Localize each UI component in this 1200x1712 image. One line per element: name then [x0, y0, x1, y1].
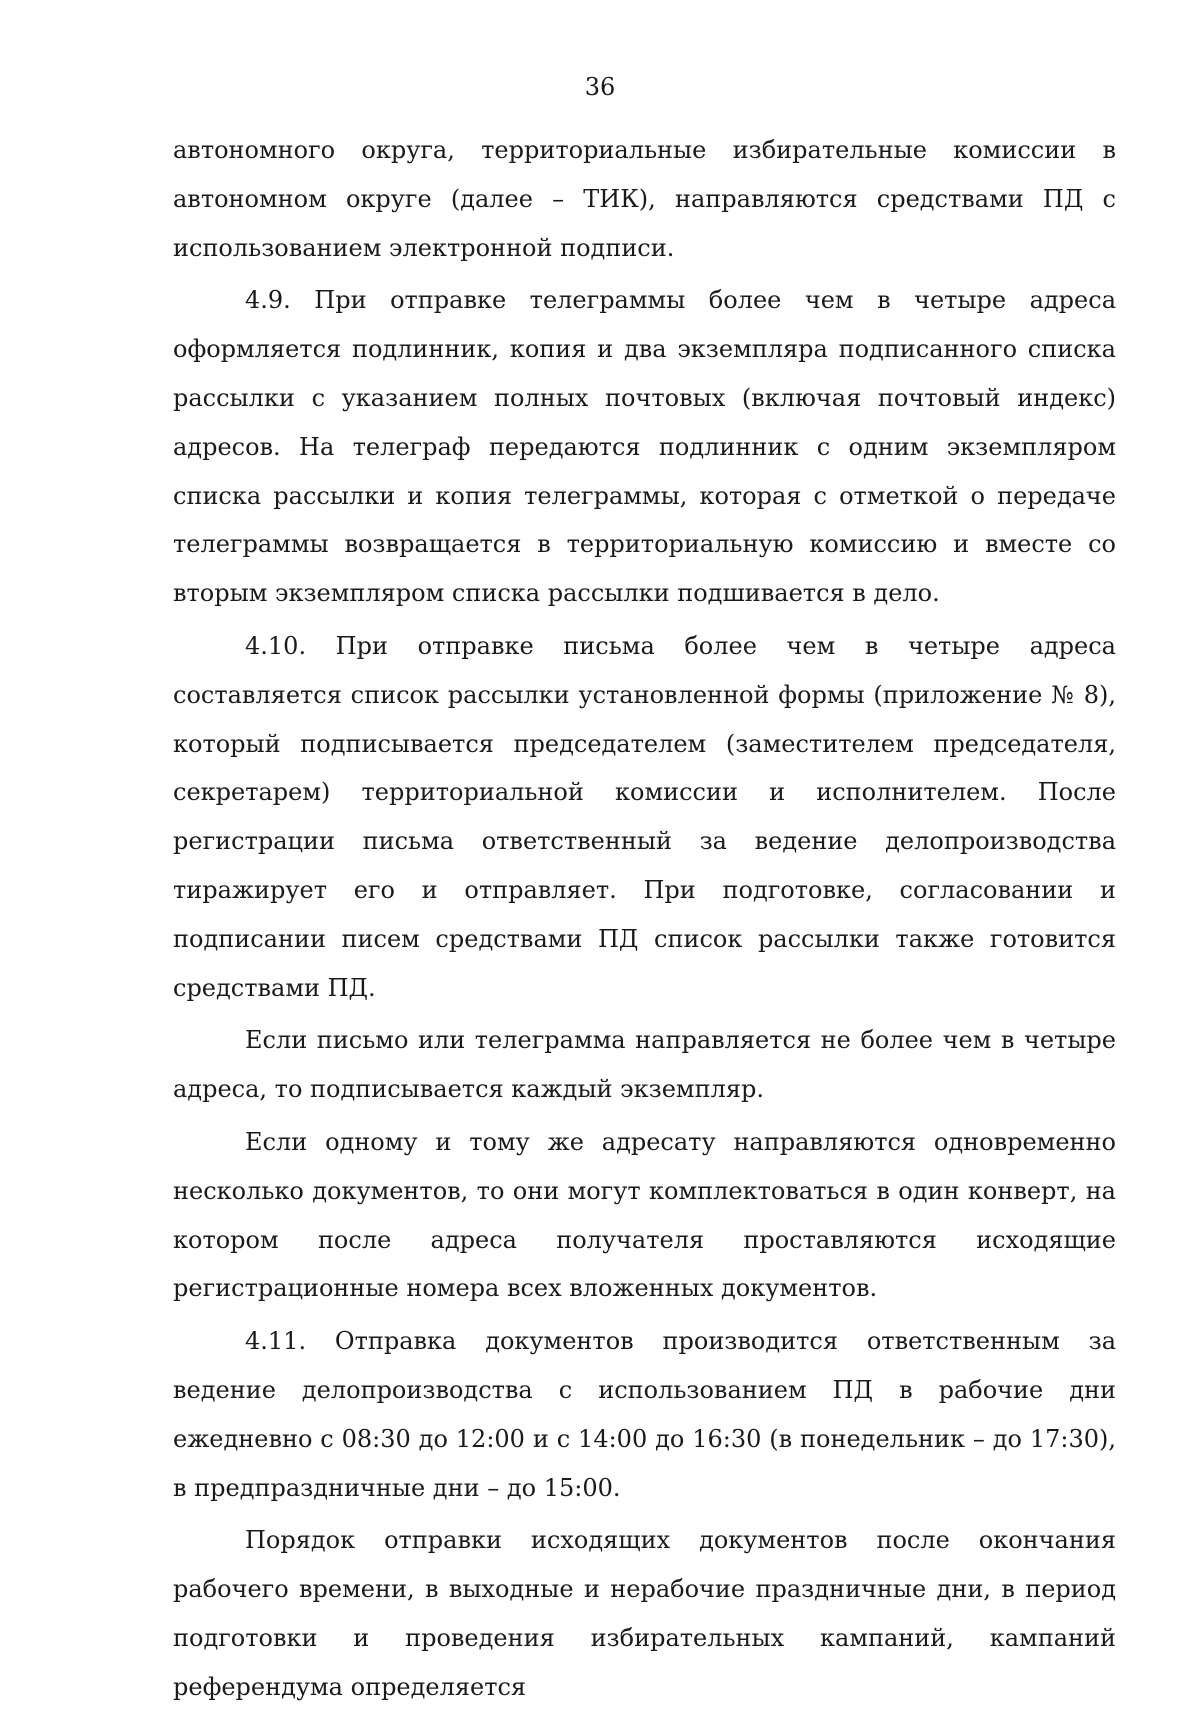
paragraph-one-addressee: Если одному и тому же адресату направляются одновременно несколько документов, то они могут комплектоваться в один конверт, на котором после адреса получателя проставляются исходящие регистрационные номера всех вложенных документов. [173, 1127, 1116, 1303]
paragraph-continuation: автономного округа, территориальные избирательные комиссии в автономном округе (далее – ТИК), направляются средствами ПД с использованием электронной подписи. [173, 136, 1116, 262]
paragraph-four-addresses: Если письмо или телеграмма направляется не более чем в четыре адреса, то подписывается каждый экземпляр. [173, 1026, 1116, 1104]
page-number: 36 [584, 73, 616, 101]
paragraph-after-hours: Порядок отправки исходящих документов после окончания рабочего времени, в выходные и нерабочие праздничные дни, в период подготовки и проведения избирательных кампаний, кампаний референдума определяется [173, 1526, 1116, 1701]
document-body [173, 126, 1116, 1712]
paragraph-4-10: 4.10. При отправке письма более чем в четыре адреса составляется список рассылки установленной формы (приложение № 8), который подписывается председателем (заместителем председателя, секретарем) территориальной комиссии и исполнителем. После регистрации письма ответственный за ведение делопроизводства тиражирует его и отправляет. При подготовке, согласовании и подписании писем средствами ПД список рассылки также готовится средствами ПД. [173, 631, 1116, 1002]
paragraph-4-11: 4.11. Отправка документов производится ответственным за ведение делопроизводства с использованием ПД в рабочие дни ежедневно с 08:30 до 12:00 и с 14:00 до 16:30 (в понедельник – до 17:30), в предпраздничные дни – до 15:00. [173, 1327, 1116, 1502]
paragraph-4-9: 4.9. При отправке телеграммы более чем в четыре адреса оформляется подлинник, копия и два экземпляра подписанного списка рассылки с указанием полных почтовых (включая почтовый индекс) адресов. На телеграф передаются подлинник с одним экземпляром списка рассылки и копия телеграммы, которая с отметкой о передаче телеграммы возвращается в территориальную комиссию и вместе со вторым экземпляром списка рассылки подшивается в дело. [173, 286, 1116, 608]
